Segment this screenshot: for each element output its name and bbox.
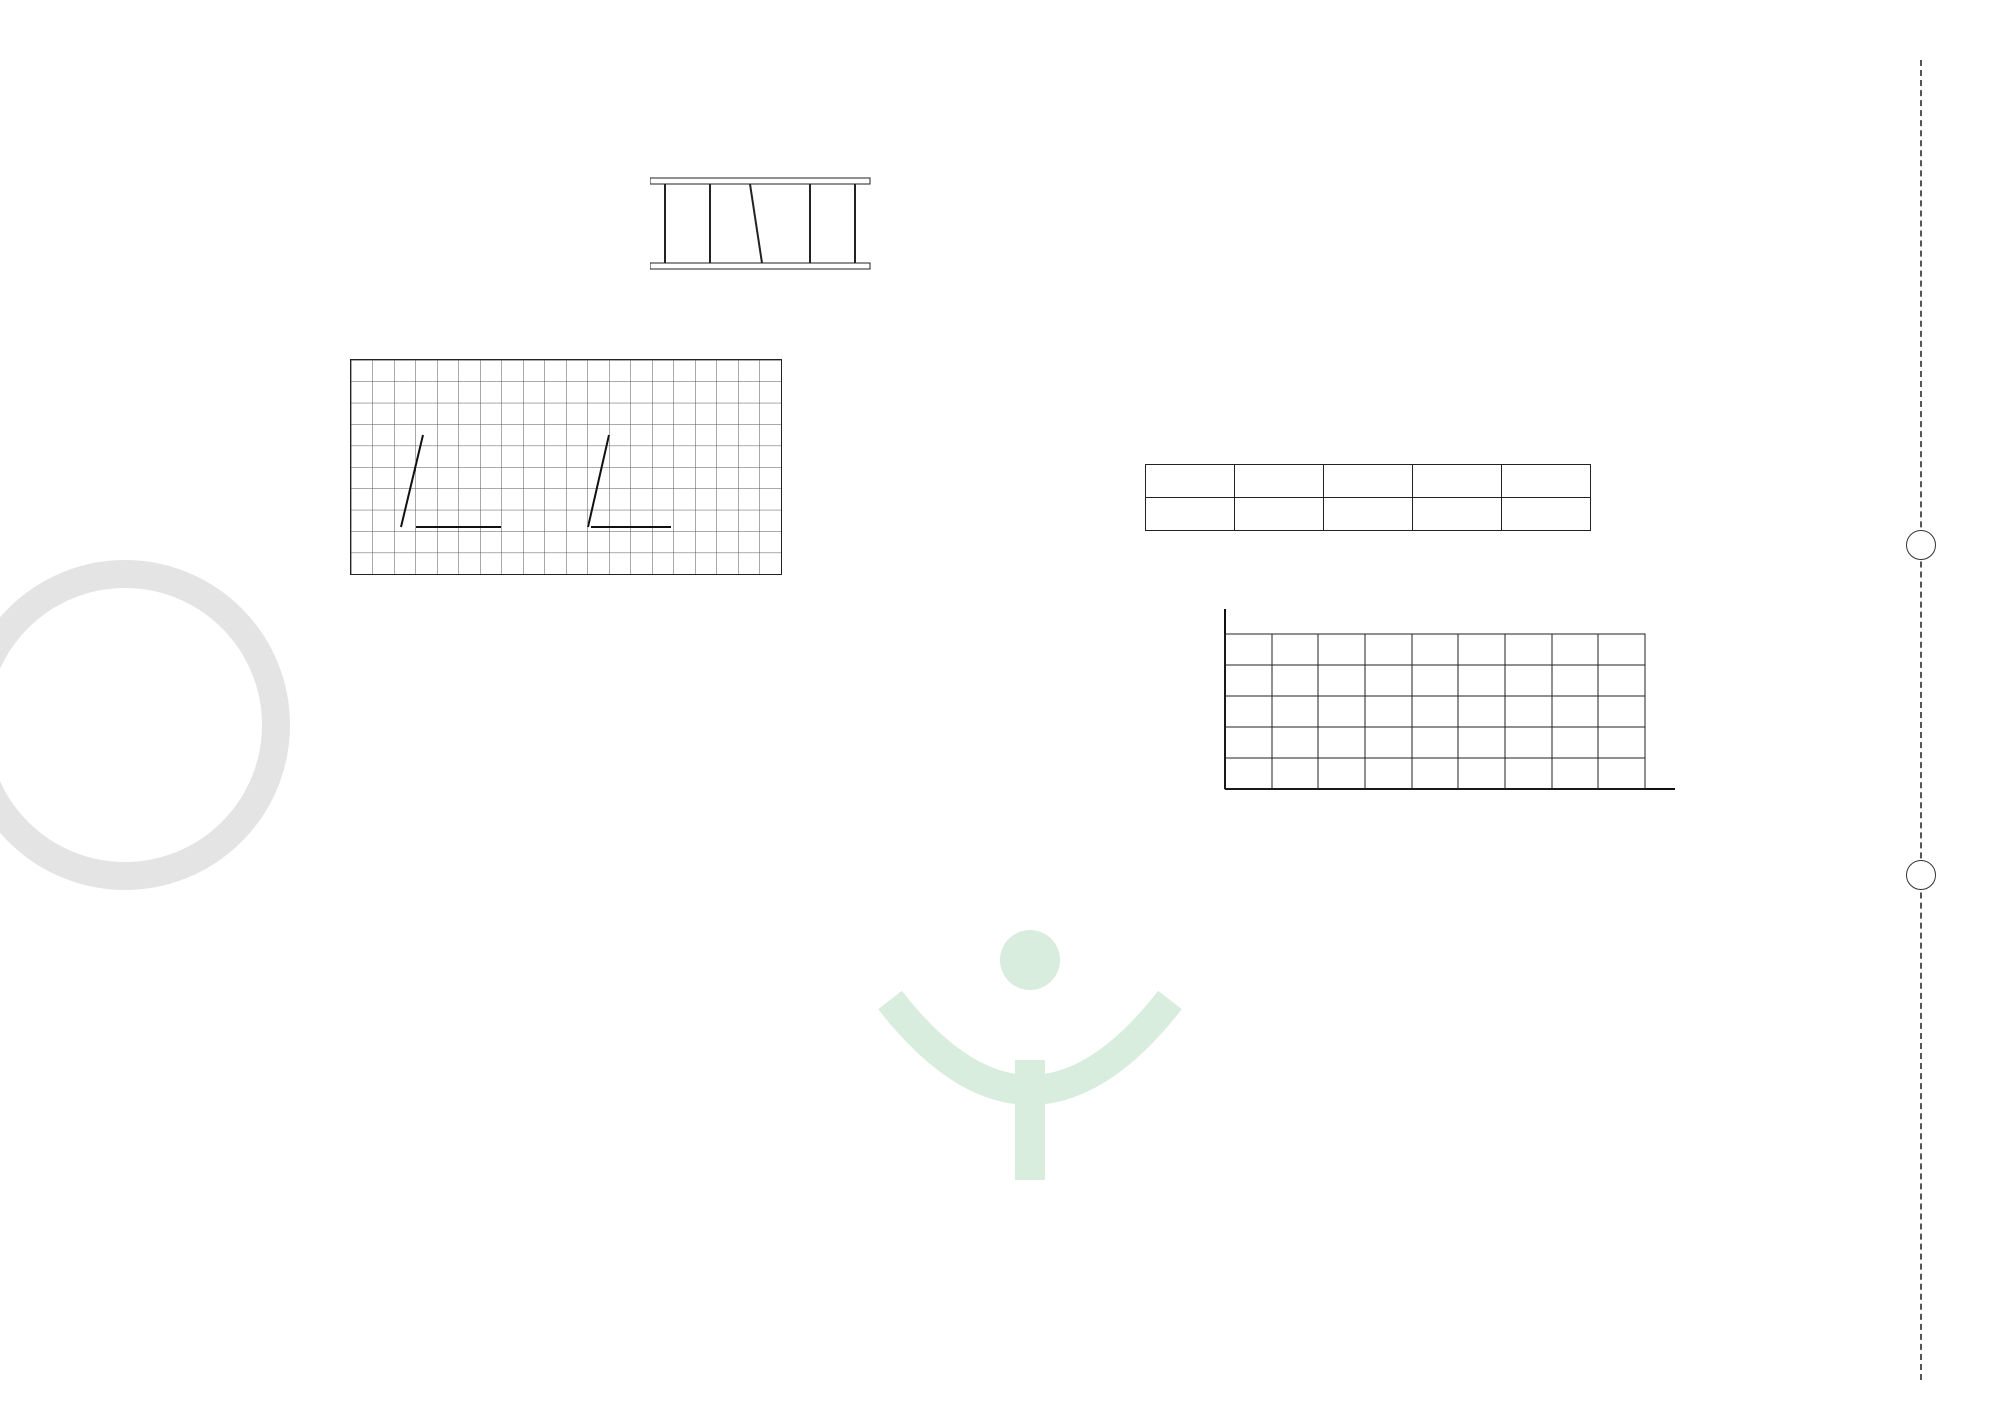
left-column	[90, 80, 950, 894]
question-text	[90, 311, 950, 345]
intro-paragraph	[90, 638, 950, 672]
stat-table	[1145, 464, 1591, 531]
binding-line	[1920, 60, 1922, 1380]
question-text	[1045, 248, 1895, 282]
sub-question	[1045, 918, 1895, 952]
sub-question	[1045, 551, 1895, 585]
table-cell	[1235, 498, 1324, 531]
table-row	[1146, 498, 1591, 531]
question-text	[1045, 80, 1895, 114]
binding-hole	[1906, 860, 1936, 890]
table-cell	[1324, 465, 1413, 498]
table-cell	[1146, 465, 1235, 498]
table-cell	[1235, 465, 1324, 498]
table-row	[1146, 465, 1591, 498]
table-cell	[1502, 465, 1591, 498]
table-cell	[1413, 465, 1502, 498]
table-cell	[1502, 498, 1591, 531]
question-text	[90, 846, 950, 880]
section-title	[90, 604, 950, 628]
right-column	[1045, 80, 1895, 966]
binding-hole	[1906, 530, 1936, 560]
table-cell	[1413, 498, 1502, 531]
question-text	[90, 678, 950, 712]
section-title	[90, 86, 950, 110]
table-cell	[1146, 498, 1235, 531]
watermark-logo	[830, 920, 1230, 1340]
sub-question	[1045, 822, 1895, 856]
question-text	[1045, 416, 1895, 450]
blank-chart-grid	[1185, 599, 1685, 799]
question-text	[90, 120, 950, 154]
bed-diagram	[650, 168, 890, 288]
square-grid	[350, 359, 782, 575]
table-cell	[1324, 498, 1413, 531]
sub-question	[1045, 870, 1895, 904]
